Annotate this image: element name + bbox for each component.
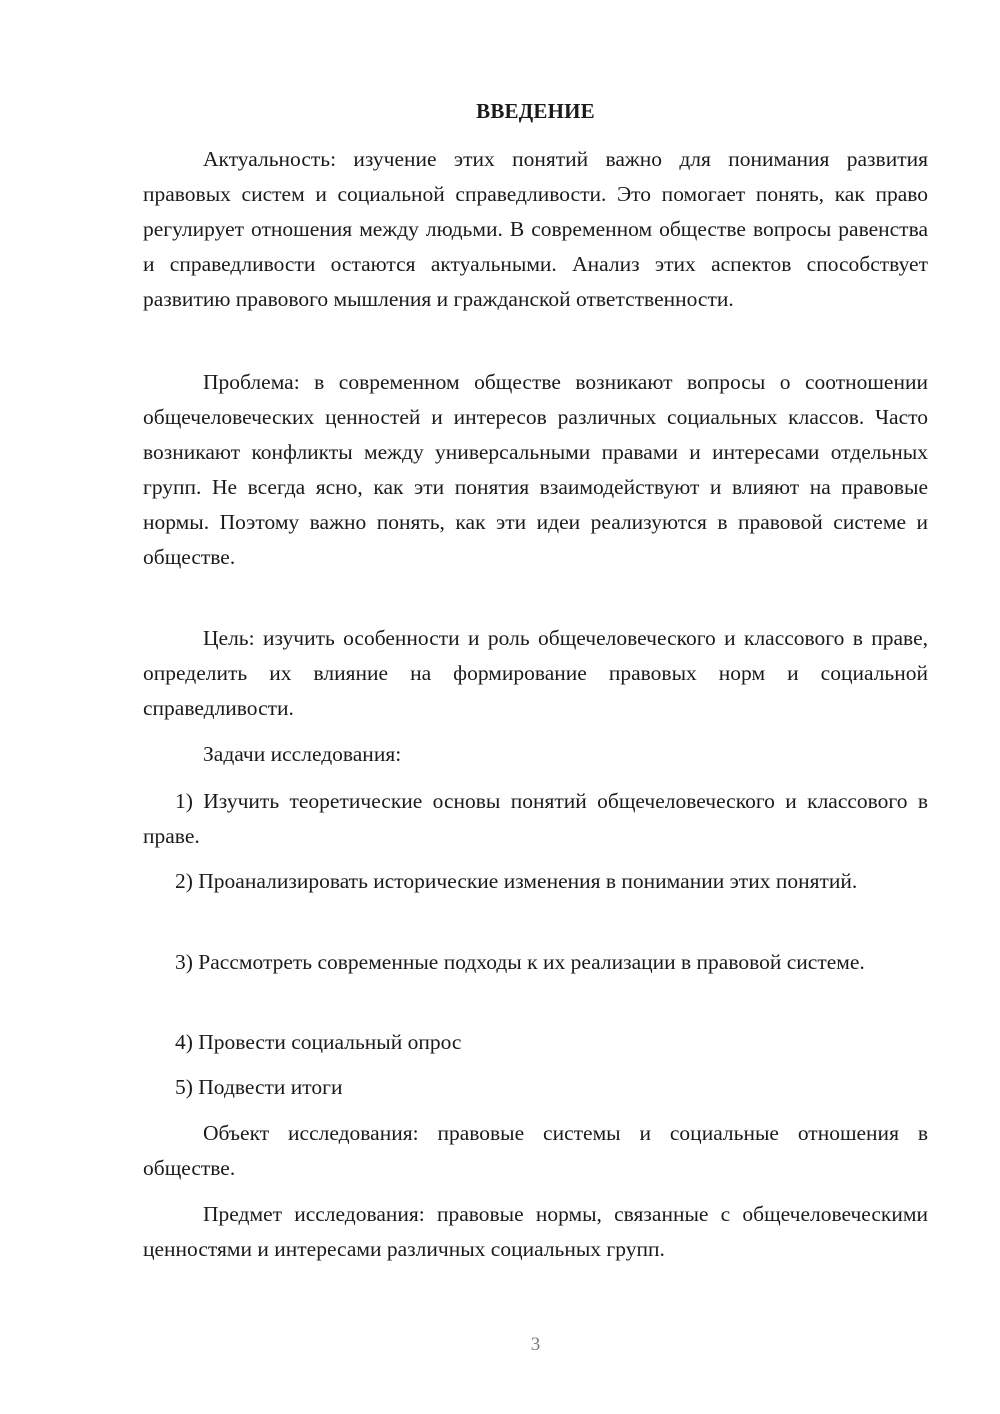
page-title: ВВЕДЕНИЕ	[476, 99, 595, 123]
paragraph-relevance: Актуальность: изучение этих понятий важно для понимания развития правовых систем и социальной справедливости. Это помогает понять, как право регулирует отношения между людьми. В современном обществе вопросы равенства и справедливости остаются актуальными. Анализ этих аспектов способствует развитию правового мышления и гражданской ответственности.	[143, 147, 928, 311]
paragraph-object: Объект исследования: правовые системы и социальные отношения в обществе.	[143, 1121, 928, 1180]
task-item-4: 4) Провести социальный опрос	[175, 1030, 462, 1054]
paragraph-problem: Проблема: в современном обществе возникают вопросы о соотношении общечеловеческих ценностей и интересов различных социальных классов. Часто возникают конфликты между универсальными правами и интересами отдельных групп. Не всегда ясно, как эти понятия взаимодействуют и влияют на правовые нормы. Поэтому важно понять, как эти идеи реализуются в правовой системе и обществе.	[143, 370, 928, 569]
task-item-2: 2) Проанализировать исторические изменения в понимании этих понятий.	[175, 869, 858, 893]
task-item-3: 3) Рассмотреть современные подходы к их реализации в правовой системе.	[175, 950, 865, 974]
tasks-heading: Задачи исследования:	[203, 742, 402, 766]
paragraph-goal: Цель: изучить особенности и роль общечеловеческого и классового в праве, определить их влияние на формирование правовых норм и социальной справедливости.	[143, 626, 928, 720]
page-number: 3	[530, 1334, 541, 1355]
paragraph-subject: Предмет исследования: правовые нормы, связанные с общечеловеческими ценностями и интересами различных социальных групп.	[143, 1202, 928, 1261]
task-item-5: 5) Подвести итоги	[175, 1075, 343, 1099]
task-item-1: 1) Изучить теоретические основы понятий общечеловеческого и классового в праве.	[143, 789, 928, 848]
